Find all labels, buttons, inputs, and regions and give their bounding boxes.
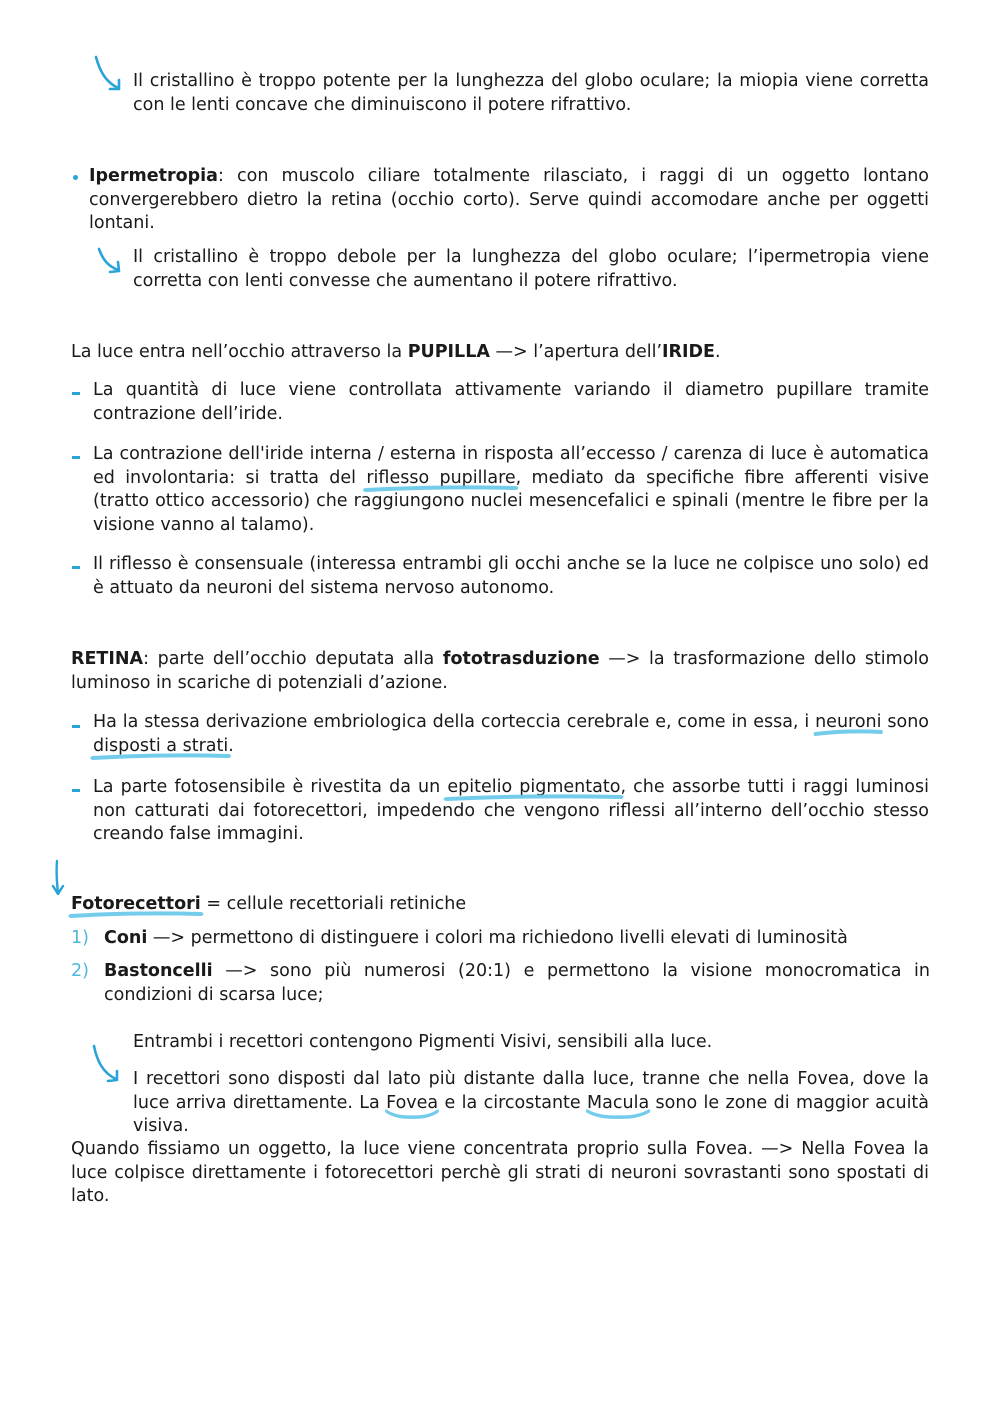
highlight-macula — [587, 1093, 649, 1113]
retina-item-1-text: sono — [881, 712, 930, 732]
bullet-dot — [73, 175, 78, 180]
retina-text: : parte dell’occhio deputata alla — [143, 649, 443, 669]
photoreceptors-heading — [71, 893, 931, 917]
highlight-stroke — [587, 1109, 649, 1119]
list-number: 2) — [71, 961, 89, 981]
macula-text: Macula — [587, 1092, 650, 1113]
list-number: 1) — [71, 928, 89, 948]
pupil-item-2-text: , mediato da specifiche fibre afferenti visive (tratto ottico accessorio) che raggiungono nuclei mesencefalici e spinali (mentre le fibre per la visione vanno al talamo). — [93, 467, 930, 535]
coni-item — [104, 927, 930, 951]
hyperopia-paragraph — [89, 165, 929, 236]
riflesso-pupillare-text: riflesso pupillare — [366, 467, 516, 488]
neuroni-text: neuroni — [815, 712, 882, 732]
highlight-epitelio-pigmentato — [447, 777, 620, 797]
retina-item-2-text: La parte fotosensibile è rivestita da un — [93, 777, 448, 797]
retina-item-2-text: , che assorbe tutti i raggi luminosi non catturati dai fotorecettori, impedendo che vengono riflessi all’interno dell’occhio stesso creando false immagini. — [93, 777, 929, 844]
dash-bullet — [72, 789, 80, 792]
retina-text: —> la trasformazione dello stimolo luminoso in scariche di potenziali d’azione. — [71, 649, 929, 693]
pupil-item-3: Il riflesso è consensuale (interessa entrambi gli occhi anche se la luce ne colpisce uno solo) ed è attuato da neuroni del sistema nervoso autonomo. — [93, 554, 929, 598]
pupil-item-2 — [93, 443, 929, 537]
highlight-fovea — [386, 1093, 438, 1113]
bastoncelli-text: —> sono più numerosi (20:1) e permettono la visione monocromatica in condizioni di scarsa luce; — [104, 961, 930, 1005]
pupil-intro — [71, 341, 931, 365]
retina-item-1-text: . — [228, 735, 234, 756]
photoreceptors-text: = cellule recettoriali retiniche — [200, 894, 467, 914]
disposti-a-strati-text: disposti a strati — [93, 735, 229, 756]
fovea-text: Fovea — [386, 1092, 439, 1113]
pupil-item-2-text: La contrazione dell'iride interna / esterna in risposta all’eccesso / carenza di luce è automatica ed involontaria: si tratta del — [93, 444, 929, 488]
pupil-intro-text: La luce entra nell’occhio attraverso la — [71, 342, 408, 362]
coni-term: Coni — [104, 928, 148, 948]
pupil-item-1: La quantità di luce viene controllata attivamente variando il diametro pupillare tramite contrazione dell’iride. — [93, 380, 929, 424]
pupil-intro-text: —> l’apertura dell’ — [489, 342, 663, 362]
coni-text: —> permettono di distinguere i colori ma richiedono livelli elevati di luminosità — [147, 928, 848, 948]
note-2-text: I recettori sono disposti dal lato più distante dalla luce, tranne che nella Fovea, dove la luce arriva direttamente. La — [133, 1069, 929, 1113]
dash-bullet — [72, 392, 80, 395]
pupil-intro-text: . — [715, 342, 721, 362]
dash-bullet — [72, 566, 80, 569]
down-arrow-icon — [49, 858, 69, 898]
dash-bullet — [72, 725, 80, 728]
curved-arrow-icon — [92, 54, 126, 94]
highlight-stroke — [366, 484, 515, 494]
myopia-note: Il cristallino è troppo potente per la lunghezza del globo oculare; la miopia viene corretta con le lenti concave che diminuiscono il potere rifrattivo. — [133, 71, 929, 115]
retina-term: RETINA — [71, 649, 144, 669]
epitelio-pigmentato-text: epitelio pigmentato — [447, 777, 621, 797]
highlight-stroke — [71, 910, 201, 920]
photoreceptors-note-1: Entrambi i recettori contengono Pigmenti Visivi, sensibili alla luce. — [133, 1032, 713, 1052]
retina-paragraph — [71, 648, 929, 695]
pupilla-term: PUPILLA — [407, 342, 490, 362]
retina-item-1 — [93, 711, 929, 758]
retina-item-2 — [93, 776, 929, 847]
curved-arrow-icon — [96, 246, 126, 276]
highlight-stroke — [386, 1109, 438, 1119]
highlight-stroke — [815, 728, 881, 738]
hyperopia-term: Ipermetropia — [89, 166, 218, 186]
iride-term: IRIDE — [662, 342, 716, 362]
note-2-text: sono le zone di maggior acuità visiva. — [133, 1092, 930, 1136]
highlight-stroke — [93, 752, 228, 762]
bastoncelli-term: Bastoncelli — [104, 961, 213, 981]
photoreceptors-note-2 — [133, 1068, 929, 1139]
highlight-fotorecettori — [71, 894, 201, 914]
dash-bullet — [72, 456, 80, 459]
fototrasduzione-term: fototrasduzione — [442, 649, 600, 669]
hyperopia-note: Il cristallino è troppo debole per la lunghezza del globo oculare; l’ipermetropia viene corretta con lenti convesse che aumentano il potere rifrattivo. — [133, 247, 929, 291]
bastoncelli-item — [104, 960, 930, 1007]
hyperopia-text: : con muscolo ciliare totalmente rilasciato, i raggi di un oggetto lontano convergerebbero dietro la retina (occhio corto). Serve quindi accomodare anche per oggetti lontani. — [89, 166, 929, 233]
retina-item-1-text: Ha la stessa derivazione embriologica della corteccia cerebrale e, come in essa, i — [93, 712, 816, 732]
highlight-stroke — [447, 793, 620, 803]
highlight-disposti-a-strati — [93, 736, 228, 756]
fotorecettori-term: Fotorecettori — [71, 894, 201, 914]
note-2-text: e la circostante — [438, 1092, 588, 1113]
highlight-neuroni — [815, 712, 881, 732]
closing-paragraph: Quando fissiamo un oggetto, la luce viene concentrata proprio sulla Fovea. —> Nella Fovea la luce colpisce direttamente i fotorecettori perchè gli strati di neuroni sovrastanti sono spostati di lato. — [71, 1139, 929, 1206]
curved-arrow-icon — [91, 1043, 123, 1085]
highlight-riflesso-pupillare — [366, 468, 515, 488]
